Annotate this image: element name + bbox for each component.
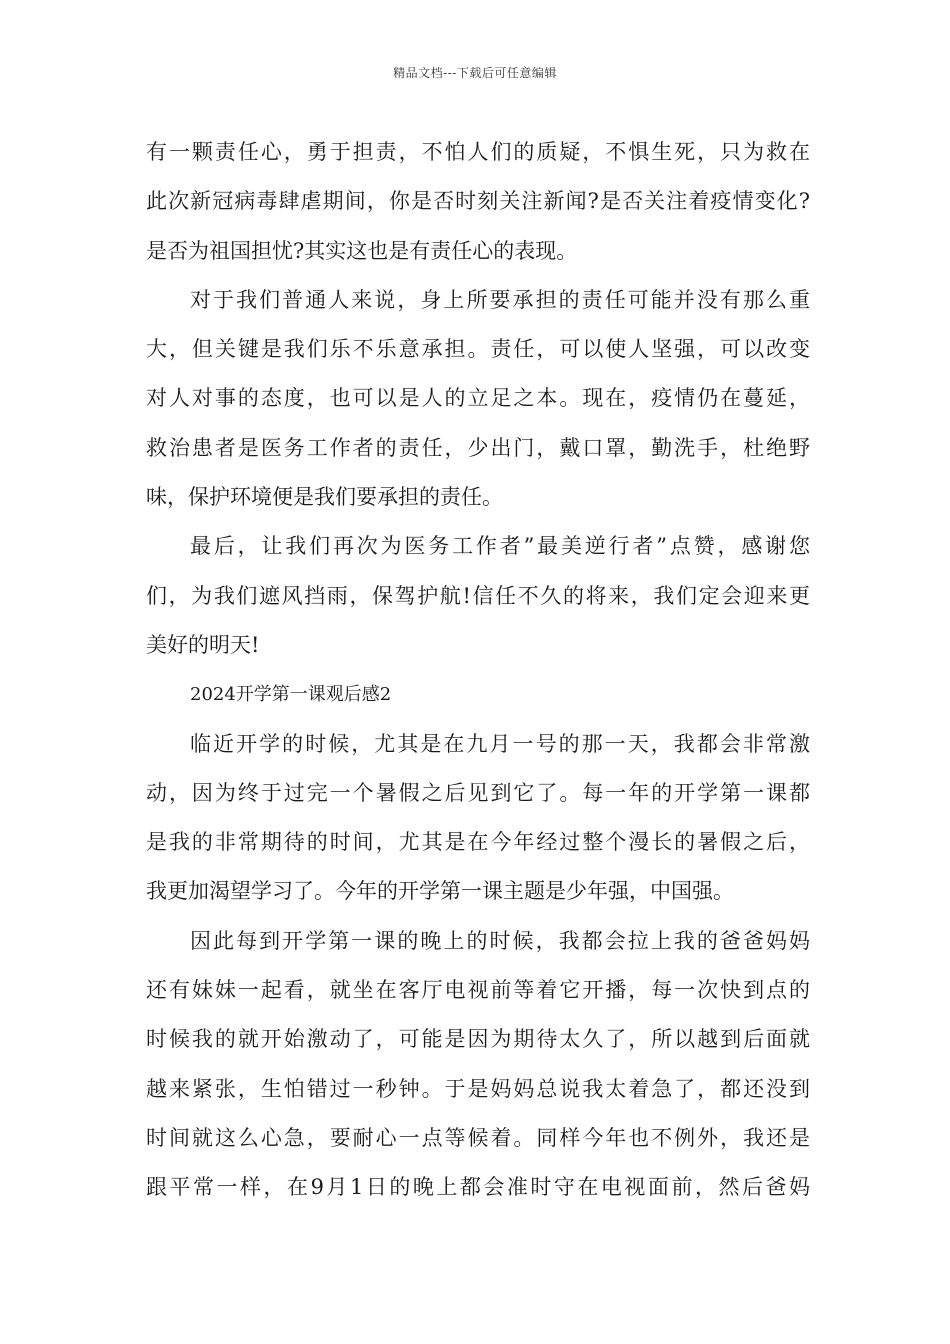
- text-line: 时候我的就开始激动了，可能是因为期待太久了，所以越到后面就: [146, 1027, 810, 1052]
- text-line: 还有妹妹一起看，就坐在客厅电视前等着它开播，每一次快到点的: [146, 978, 810, 1003]
- text-line: 救治患者是医务工作者的责任，少出门，戴口罩，勤洗手，杜绝野: [146, 435, 810, 460]
- text-line: 跟平常一样，在9月1日的晚上都会准时守在电视面前，然后爸妈: [146, 1175, 810, 1200]
- document-body: [146, 128, 810, 1213]
- text-line: 越来紧张，生怕错过一秒钟。于是妈妈总说我太着急了，都还没到: [146, 1076, 810, 1101]
- text-line: 此次新冠病毒肆虐期间，你是否时刻关注新闻?是否关注着疫情变化?: [146, 189, 810, 214]
- text-line: 动，因为终于过完一个暑假之后见到它了。每一年的开学第一课都: [146, 780, 810, 805]
- text-line: 对人对事的态度，也可以是人的立足之本。现在，疫情仍在蔓延，: [146, 386, 810, 411]
- text-line: 们，为我们遮风挡雨，保驾护航!信任不久的将来，我们定会迎来更: [146, 583, 810, 608]
- text-line: 对于我们普通人来说，身上所要承担的责任可能并没有那么重: [190, 287, 810, 312]
- text-line: 临近开学的时候，尤其是在九月一号的那一天，我都会非常激: [190, 731, 810, 756]
- text-line: 时间就这么心急，要耐心一点等候着。同样今年也不例外，我还是: [146, 1125, 810, 1150]
- text-line: 最后，让我们再次为医务工作者”最美逆行者”点赞，感谢您: [190, 534, 810, 559]
- text-line: 是否为祖国担忧?其实这也是有责任心的表现。: [146, 238, 578, 263]
- text-line: 是我的非常期待的时间，尤其是在今年经过整个漫长的暑假之后，: [146, 830, 810, 855]
- text-line: 美好的明天!: [146, 632, 260, 657]
- text-line: 味，保护环境便是我们要承担的责任。: [146, 485, 503, 510]
- text-line: 大，但关键是我们乐不乐意承担。责任，可以使人坚强，可以改变: [146, 337, 810, 362]
- page-header: 精品文档---下载后可任意编辑: [393, 66, 557, 80]
- text-line: 我更加渴望学习了。今年的开学第一课主题是少年强，中国强。: [146, 879, 734, 904]
- section-heading: 2024开学第一课观后感2: [190, 684, 392, 706]
- text-line: 因此每到开学第一课的晚上的时候，我都会拉上我的爸爸妈妈: [190, 928, 810, 953]
- text-line: 有一颗责任心，勇于担责，不怕人们的质疑，不惧生死，只为救在: [146, 140, 810, 164]
